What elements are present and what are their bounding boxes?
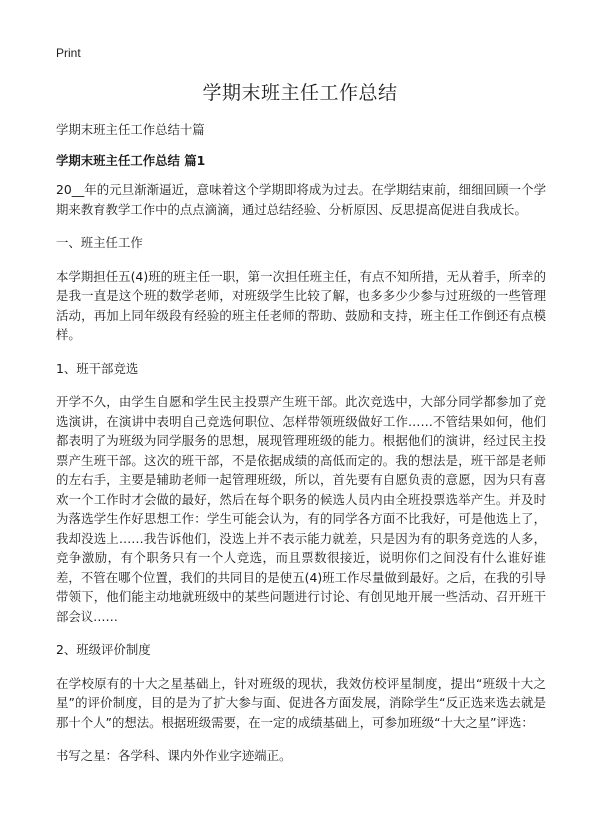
cadre-election-paragraph: 开学不久，由学生自愿和学生民主投票产生班干部。此次竞选中，大部分同学都参加了竞选演讲，在演讲中表明自己竞选何职位、怎样带领班级做好工作……不管结果如何，他们都表明了为班级为同学服务的思想，展现管理班级的能力。根据他们的演讲，经过民主投票产生班干部。这次的班干部，不是依据成绩的高低而定的。我的想法是，班干部是老师的左右手，主要是辅助老师一起管理班级，所以，首先要有自愿负责的意愿，因为只有喜欢一个工作时才会做的最好，然后在每个职务的候选人员内由全班投票选举产生。并及时为落选学生作好思想工作：学生可能会认为，有的同学各方面不比我好，可是他选上了，我却没选上……我告诉他们，没选上并不表示能力就差，只是因为有的职务竞选的人多，竞争激励，有个职务只有一个人竞选，而且票数很接近，说明你们之间没有什么谁好谁差，不管在哪个位置，我们的共同目的是使五(4)班工作尽量做到最好。之后，在我的引导带领下，他们能主动地就班级中的某些问题进行讨论、有创见地开展一些活动、召开班干部会议…… — [56, 394, 546, 624]
document-subtitle: 学期末班主任工作总结十篇 — [56, 122, 205, 137]
document-title: 学期末班主任工作总结 — [202, 82, 398, 104]
heading-evaluation-system: 2、班级评价制度 — [56, 642, 151, 657]
print-label: Print — [56, 46, 81, 60]
class-teacher-paragraph: 本学期担任五(4)班的班主任一职，第一次担任班主任，有点不知所措，无从着手，所幸的是我一直是这个班的数学老师，对班级学生比较了解，也多多少少参与过班级的一些管理活动，再加上同年级段有经验的班主任老师的帮助、鼓励和支持，班主任工作倒还有点模样。 — [56, 268, 546, 342]
heading-cadre-election: 1、班干部竞选 — [56, 360, 139, 376]
evaluation-system-paragraph: 在学校原有的十大之星基础上，针对班级的现状，我效仿校评星制度，提出“班级十大之星”的评价制度，目的是为了扩大参与面、促进各方面发展，消除学生“反正选来选去就是那十个人”的想法。根据班级需要，在一定的成绩基础上，可参加班级“十大之星”评选： — [56, 675, 546, 730]
heading-class-teacher-work: 一、班主任工作 — [56, 235, 143, 250]
document-body — [56, 120, 546, 780]
intro-paragraph: 20__年的元旦渐渐逼近，意味着这个学期即将成为过去。在学期结束前，细细回顾一个学期来教育教学工作中的点点滴滴，通过总结经验、分析原因、反思提高促进自我成长。 — [56, 182, 546, 217]
section-heading: 学期末班主任工作总结 篇1 — [56, 152, 206, 168]
writing-star-paragraph: 书写之星：各学科、课内外作业字迹端正。 — [56, 748, 292, 763]
